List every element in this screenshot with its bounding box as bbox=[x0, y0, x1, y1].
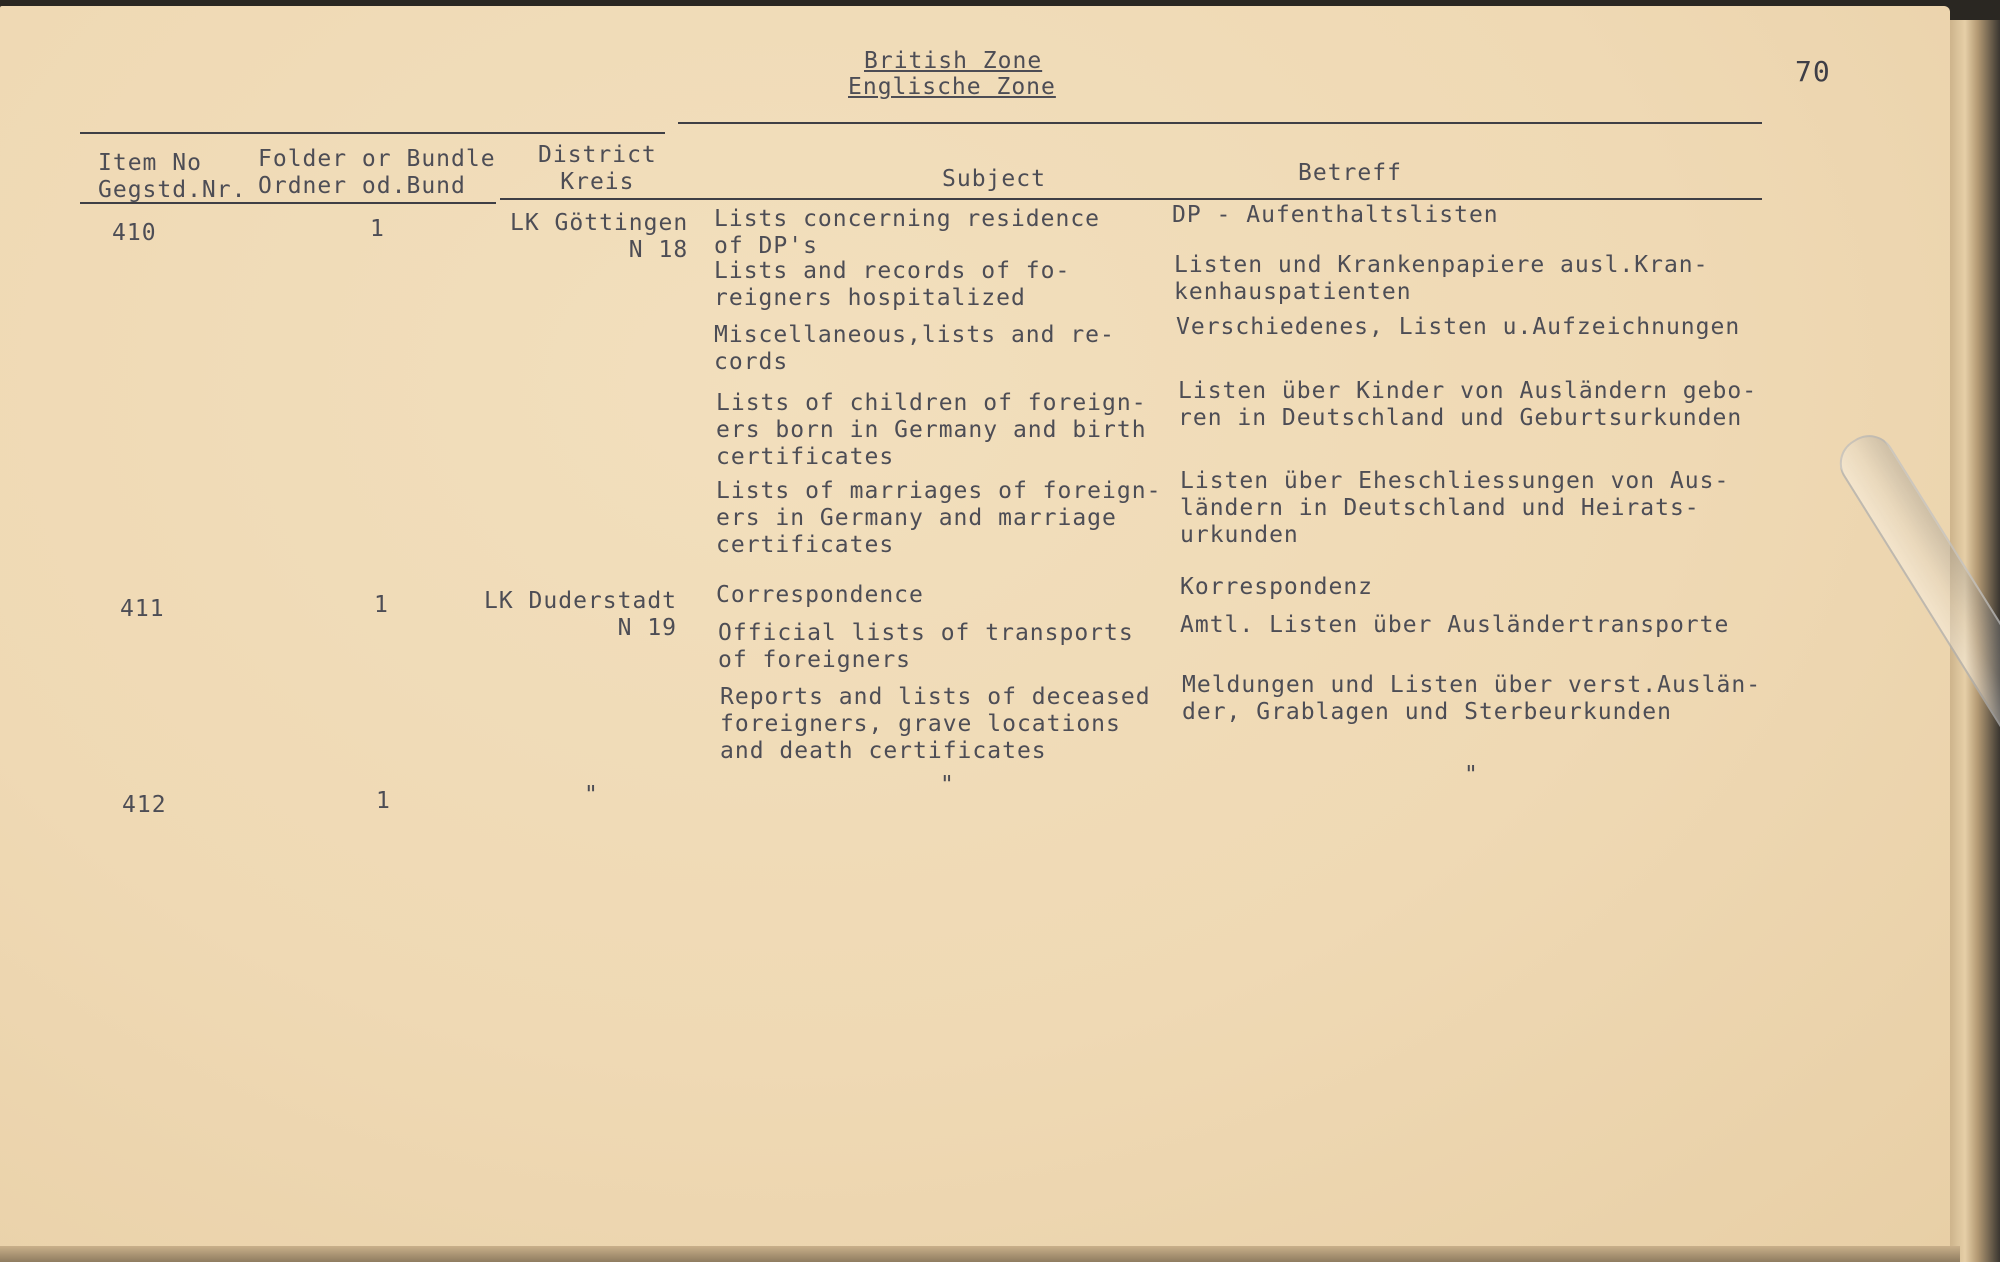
subject-entry: Lists and records of fo- reigners hospitalized bbox=[714, 258, 1071, 311]
header-rule-left bbox=[80, 132, 665, 134]
folder-count: 1 bbox=[370, 216, 385, 242]
zone-title-en: British Zone bbox=[864, 48, 1043, 74]
col-header-subject: Subject bbox=[942, 166, 1046, 192]
district: LK Göttingen N 18 bbox=[510, 210, 689, 263]
subject-entry: Lists of children of foreign- ers born in Germany and birth certificates bbox=[716, 390, 1147, 470]
betreff-entry: Listen über Eheschliessungen von Aus- ländern in Deutschland und Heirats- urkunden bbox=[1180, 468, 1730, 548]
betreff-entry: Listen und Krankenpapiere ausl.Kran- kenhauspatienten bbox=[1174, 252, 1709, 305]
betreff-entry: Korrespondenz bbox=[1180, 574, 1374, 600]
subject-entry: Official lists of transports of foreigners bbox=[718, 620, 1134, 673]
zone-title-de: Englische Zone bbox=[848, 74, 1056, 100]
item-number: 411 bbox=[120, 596, 165, 622]
subject-entry: Lists concerning residence of DP's bbox=[714, 206, 1101, 259]
betreff-entry: Amtl. Listen über Ausländertransporte bbox=[1180, 612, 1730, 638]
betreff-entry: Verschiedenes, Listen u.Aufzeichnungen bbox=[1176, 314, 1741, 340]
column-rule-right bbox=[500, 198, 1762, 200]
page-number: 70 bbox=[1795, 55, 1831, 88]
item-number: 412 bbox=[122, 792, 167, 818]
folder-count: 1 bbox=[374, 592, 389, 618]
district-ditto: " bbox=[584, 782, 599, 808]
folder-count: 1 bbox=[376, 788, 391, 814]
item-number: 410 bbox=[112, 220, 157, 246]
col-header-district: District Kreis bbox=[538, 142, 657, 195]
header-rule-right bbox=[678, 122, 1762, 124]
subject-entry: Reports and lists of deceased foreigners, grave locations and death certificates bbox=[720, 684, 1151, 764]
col-header-item: Item No Gegstd.Nr. bbox=[98, 150, 247, 203]
betreff-entry: Meldungen und Listen über verst.Auslän- der, Grablagen und Sterbeurkunden bbox=[1182, 672, 1762, 725]
subject-ditto: " bbox=[940, 772, 955, 798]
col-header-folder: Folder or Bundle Ordner od.Bund bbox=[258, 146, 496, 199]
district: LK Duderstadt N 19 bbox=[484, 588, 678, 641]
subject-entry: Lists of marriages of foreign- ers in Germany and marriage certificates bbox=[716, 478, 1162, 558]
page-bottom-edge bbox=[0, 1246, 1960, 1262]
betreff-ditto: " bbox=[1464, 762, 1479, 788]
col-header-betreff: Betreff bbox=[1298, 160, 1402, 186]
subject-entry: Miscellaneous,lists and re- cords bbox=[714, 322, 1115, 375]
betreff-entry: Listen über Kinder von Ausländern gebo- ren in Deutschland und Geburtsurkunden bbox=[1178, 378, 1758, 431]
betreff-entry: DP - Aufenthaltslisten bbox=[1172, 202, 1499, 228]
subject-entry: Correspondence bbox=[716, 582, 924, 608]
